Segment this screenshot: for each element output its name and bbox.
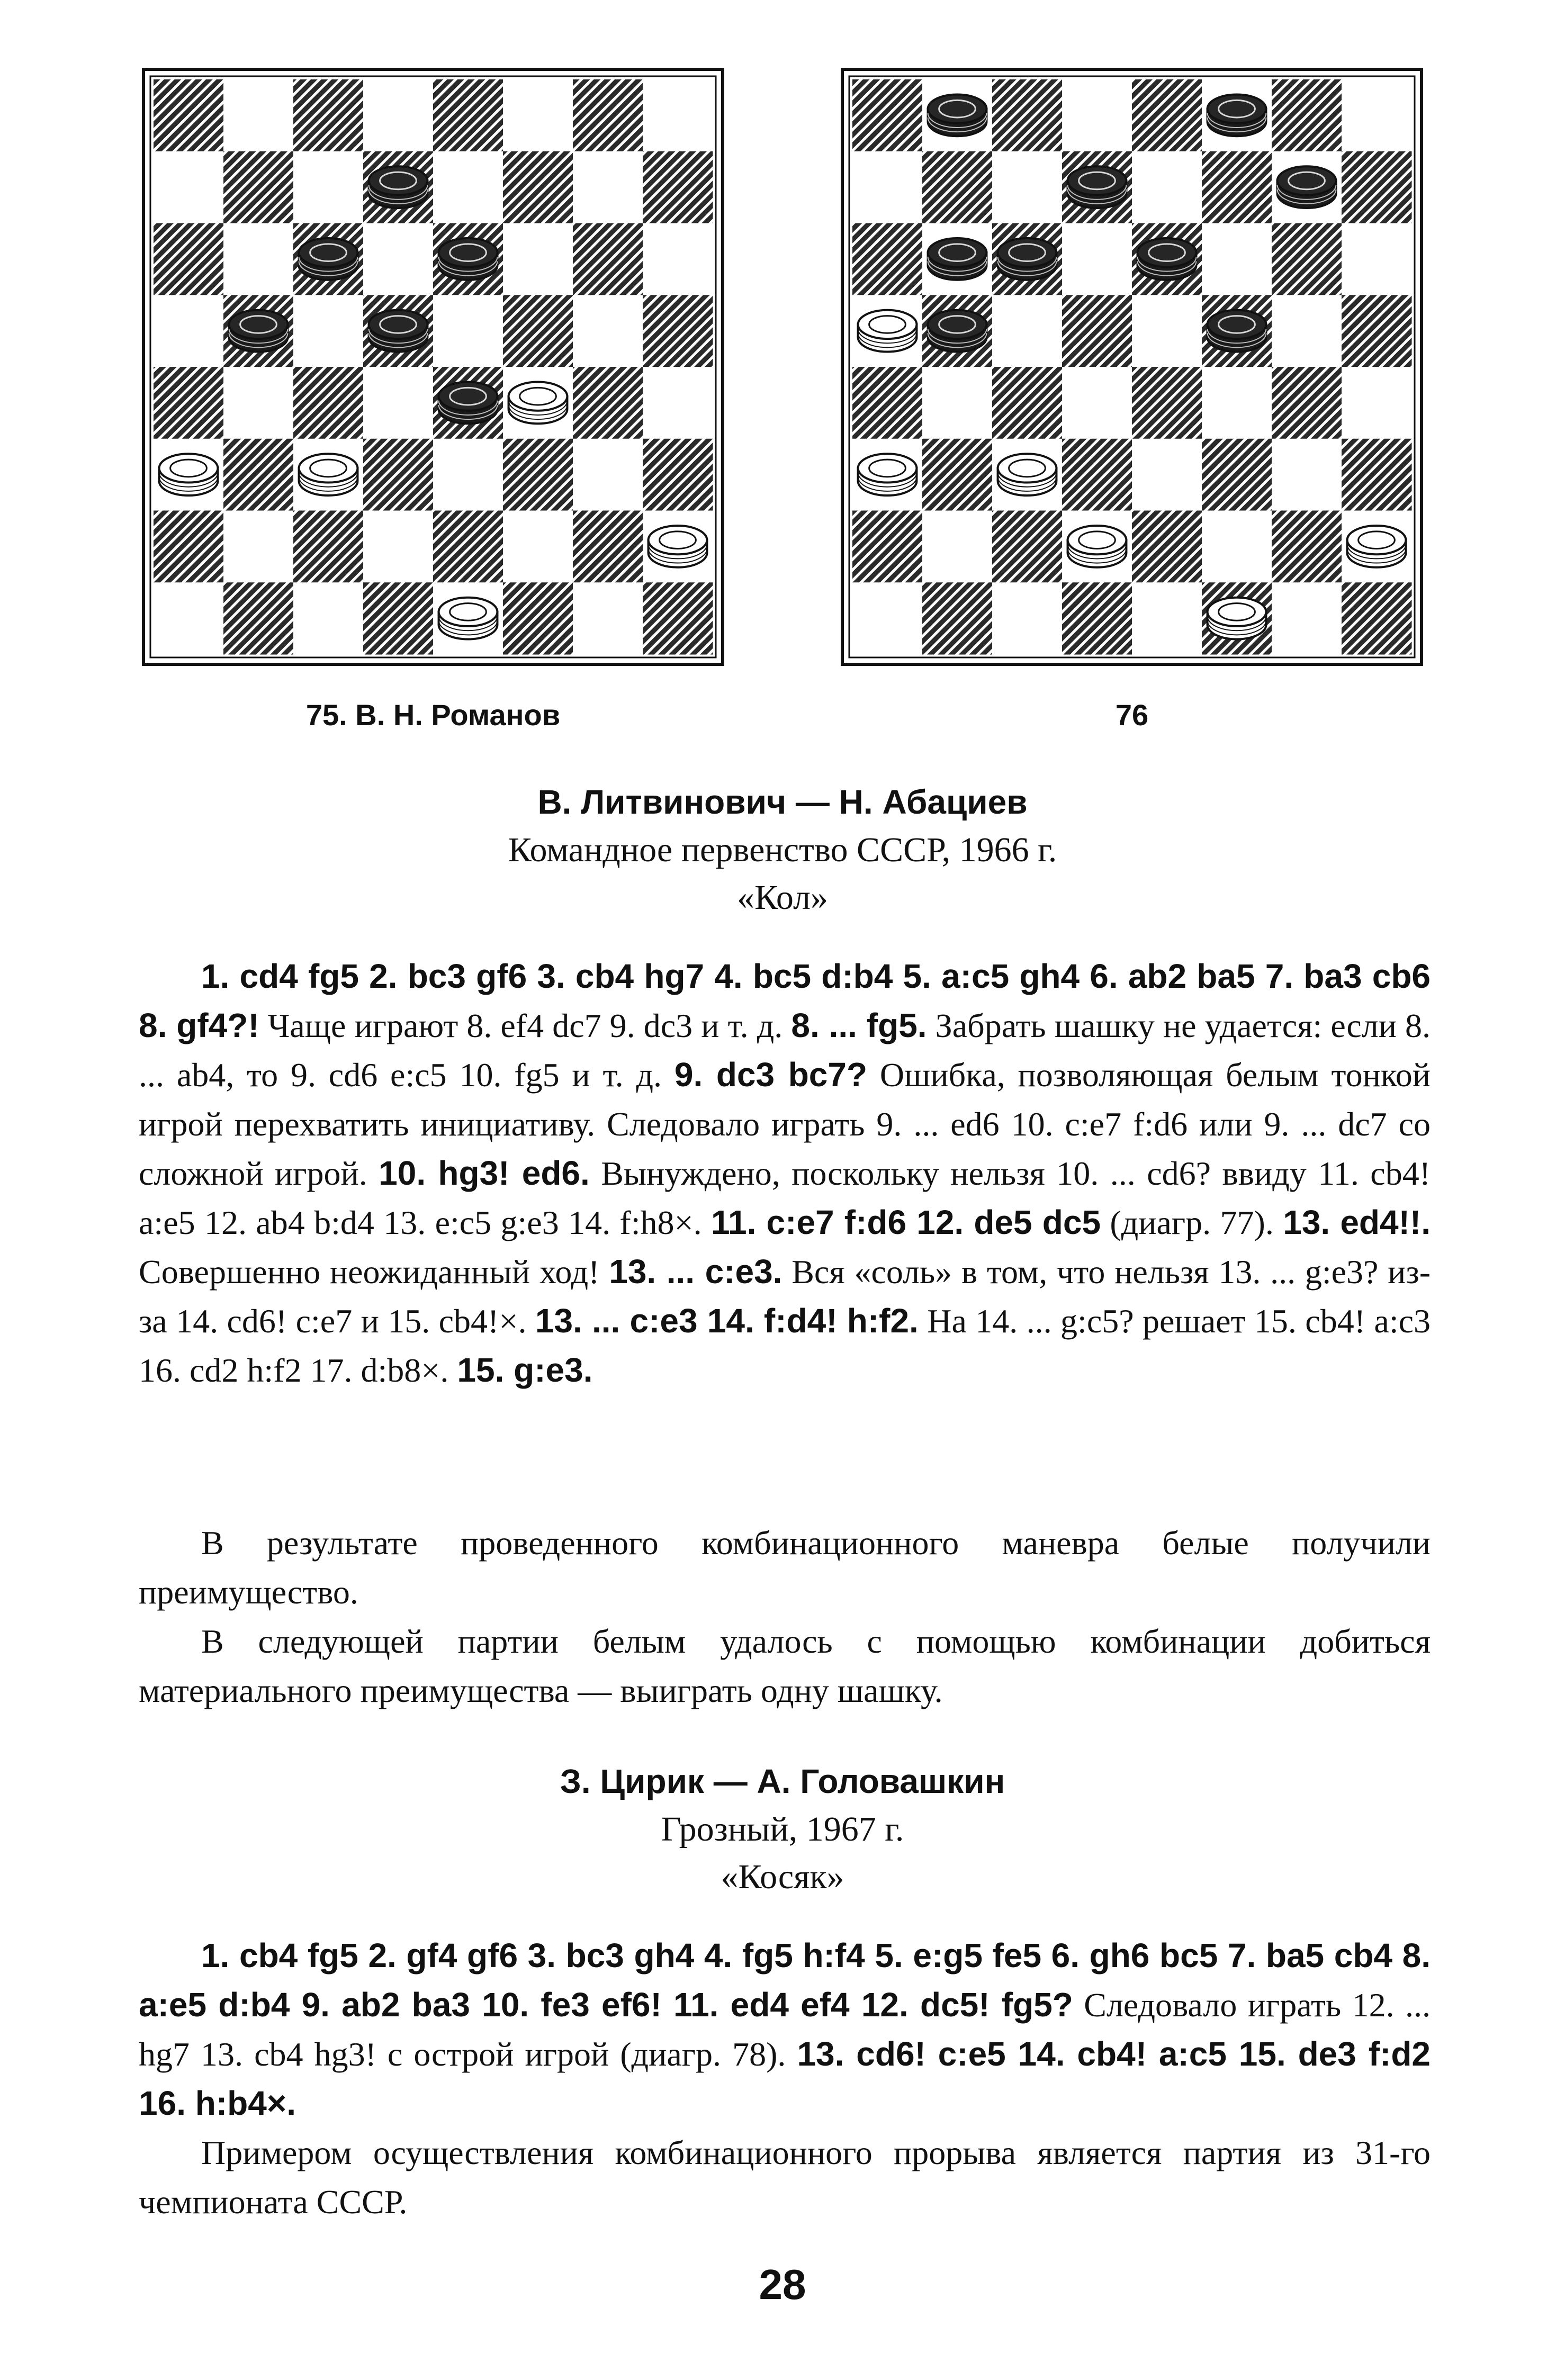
commentary-text: Вынуждено, поскольку нельзя 10. ... cd6? ввиду 11. cb4! a:e5 12. ab4 b:d4 13. e:c5 g:e3 14. f:h8×. <box>139 1155 1431 1241</box>
light-square <box>293 295 364 367</box>
dark-square <box>1272 367 1342 439</box>
dark-square <box>643 151 713 223</box>
dark-square <box>223 151 294 223</box>
game2-opening: «Косяк» <box>721 1858 844 1896</box>
dark-square <box>433 511 503 583</box>
light-square <box>293 151 364 223</box>
light-square <box>1062 367 1132 439</box>
white-checker <box>1068 526 1127 567</box>
dark-square <box>1342 439 1412 511</box>
black-checker <box>1138 238 1197 280</box>
game1-transition-paragraph: В следующей партии белым удалось с помощью комбинации добиться материального преимущества — выиграть одну шашку. <box>139 1622 1431 1709</box>
dark-square <box>992 511 1063 583</box>
black-checker <box>928 310 987 352</box>
white-checker <box>1347 526 1406 567</box>
black-checker <box>928 238 987 280</box>
game2-title: З. Цирик — А. Головашкин <box>560 1762 1005 1800</box>
move-notation: 1. cd4 fg5 2. bc3 gf6 3. cb4 hg7 4. bc5 d:b4 5. a:c5 gh4 6. ab2 ba5 7. ba3 cb6 8. gf4?! <box>139 957 1431 1044</box>
light-square <box>922 367 993 439</box>
dark-square <box>573 367 643 439</box>
light-square <box>573 439 643 511</box>
dark-square <box>154 223 224 295</box>
black-checker <box>299 238 358 280</box>
white-checker <box>299 454 358 495</box>
light-square <box>154 582 224 654</box>
light-square <box>643 79 713 151</box>
light-square <box>1202 511 1272 583</box>
black-checker <box>439 382 498 424</box>
commentary-text: Ошибка, позволяющая белым тонкой игрой перехватить инициативу. Следовало играть 9. ... ed6 10. c:e7 f:d6 или 9. ... dc7 со сложной игрой. <box>139 1056 1431 1192</box>
white-checker <box>1208 598 1266 639</box>
commentary-text: На 14. ... g:c5? решает 15. cb4! a:c3 16. cd2 h:f2 17. d:b8×. <box>139 1302 1431 1389</box>
white-checker <box>509 382 568 424</box>
move-notation: 9. dc3 bc7? <box>674 1056 868 1094</box>
light-square <box>1062 223 1132 295</box>
light-square <box>223 367 294 439</box>
dark-square <box>643 582 713 654</box>
white-checker <box>439 598 498 639</box>
light-square <box>573 151 643 223</box>
light-square <box>154 151 224 223</box>
dark-square <box>503 151 573 223</box>
move-notation: 11. c:e7 f:d6 12. de5 dc5 <box>710 1203 1101 1241</box>
dark-square <box>922 439 993 511</box>
game1-summary-paragraph: В результате проведенного комбинационного маневра белые получили преимущество. <box>139 1524 1431 1611</box>
light-square <box>852 151 923 223</box>
light-square <box>1132 582 1202 654</box>
dark-square <box>1062 439 1132 511</box>
dark-square <box>1132 511 1202 583</box>
dark-square <box>922 582 993 654</box>
light-square <box>363 367 434 439</box>
light-square <box>363 511 434 583</box>
light-square <box>433 151 503 223</box>
diagram-76-board <box>841 68 1423 666</box>
game1-event: Командное первенство СССР, 1966 г. <box>508 831 1057 869</box>
light-square <box>503 223 573 295</box>
game1-moves-paragraph <box>139 952 1431 1395</box>
dark-square <box>922 151 993 223</box>
light-square <box>1272 295 1342 367</box>
light-square <box>503 511 573 583</box>
white-checker <box>649 526 707 567</box>
black-checker <box>229 310 288 352</box>
dark-square <box>852 367 923 439</box>
light-square <box>433 295 503 367</box>
game1-title: В. Литвинович — Н. Абациев <box>537 783 1028 821</box>
game2-summary-paragraph: Примером осуществления комбинационного прорыва является партия из 31-го чемпионата СССР. <box>139 2134 1431 2221</box>
light-square <box>992 151 1063 223</box>
light-square <box>992 295 1063 367</box>
dark-square <box>852 79 923 151</box>
light-square <box>223 79 294 151</box>
commentary-text: Совершенно неожиданный ход! <box>139 1253 609 1291</box>
move-notation: 13. ... c:e3 14. f:d4! h:f2. <box>535 1302 919 1340</box>
dark-square <box>154 511 224 583</box>
dark-square <box>433 79 503 151</box>
light-square <box>1272 582 1342 654</box>
white-checker <box>159 454 218 495</box>
commentary-text: Забрать шашку не удается: если 8. ... ab4, то 9. cd6 e:c5 10. fg5 и т. д. <box>139 1007 1431 1094</box>
move-notation: 13. ... c:e3. <box>609 1252 782 1291</box>
black-checker <box>369 310 428 352</box>
move-notation: 15. g:e3. <box>457 1351 593 1389</box>
move-notation: 13. cd6! c:e5 14. cb4! a:c5 15. de3 f:d2 16. h:b4×. <box>139 2035 1431 2122</box>
light-square <box>1202 223 1272 295</box>
dark-square <box>503 582 573 654</box>
dark-square <box>503 295 573 367</box>
light-square <box>293 582 364 654</box>
move-notation: 8. ... fg5. <box>791 1006 927 1044</box>
dark-square <box>643 295 713 367</box>
game2-event: Грозный, 1967 г. <box>661 1810 904 1849</box>
black-checker <box>928 95 987 137</box>
diagram-75-caption: 75. В. Н. Романов <box>305 698 561 732</box>
light-square <box>1132 295 1202 367</box>
light-square <box>573 582 643 654</box>
light-square <box>852 582 923 654</box>
dark-square <box>1272 223 1342 295</box>
dark-square <box>852 223 923 295</box>
dark-square <box>1272 511 1342 583</box>
diagram-76-caption: 76 <box>1115 698 1149 732</box>
light-square <box>223 223 294 295</box>
light-square <box>1342 79 1412 151</box>
game1-opening: «Кол» <box>737 878 828 917</box>
dark-square <box>573 223 643 295</box>
dark-square <box>154 367 224 439</box>
light-square <box>922 511 993 583</box>
white-checker <box>858 454 917 495</box>
light-square <box>1342 367 1412 439</box>
light-square <box>363 223 434 295</box>
commentary-text: Вся «соль» в том, что нельзя 13. ... g:e3? из-за 14. cd6! c:e7 и 15. cb4!×. <box>139 1253 1431 1340</box>
black-checker <box>998 238 1057 280</box>
diagram-75-board <box>142 68 724 666</box>
move-notation: 13. ed4!!. <box>1283 1203 1431 1241</box>
dark-square <box>1342 582 1412 654</box>
dark-square <box>293 511 364 583</box>
light-square <box>992 582 1063 654</box>
commentary-text: Чаще играют 8. ef4 dc7 9. dc3 и т. д. <box>259 1007 792 1044</box>
light-square <box>1272 439 1342 511</box>
black-checker <box>1208 310 1266 352</box>
dark-square <box>154 79 224 151</box>
dark-square <box>1272 79 1342 151</box>
game2-moves-paragraph <box>139 1931 1431 2128</box>
dark-square <box>223 582 294 654</box>
dark-square <box>1062 295 1132 367</box>
light-square <box>573 295 643 367</box>
light-square <box>643 367 713 439</box>
dark-square <box>293 79 364 151</box>
light-square <box>154 295 224 367</box>
light-square <box>1202 367 1272 439</box>
page-number: 28 <box>759 2261 806 2308</box>
dark-square <box>363 582 434 654</box>
move-notation: 1. cb4 fg5 2. gf4 gf6 3. bc3 gh4 4. fg5 h:f4 5. e:g5 fe5 6. gh6 bc5 7. ba5 cb4 8. a:e5 d:b4 9. ab2 ba3 10. fe3 ef6! 11. ed4 ef4 12. dc5! fg5? <box>139 1936 1431 2024</box>
light-square <box>1342 223 1412 295</box>
dark-square <box>1202 439 1272 511</box>
dark-square <box>293 367 364 439</box>
dark-square <box>223 439 294 511</box>
white-checker <box>858 310 917 352</box>
commentary-text: Следовало играть 12. ... hg7 13. cb4 hg3! с острой игрой (диагр. 78). <box>139 1986 1431 2073</box>
white-checker <box>998 454 1057 495</box>
dark-square <box>1062 582 1132 654</box>
dark-square <box>573 79 643 151</box>
light-square <box>1132 151 1202 223</box>
move-notation: 10. hg3! ed6. <box>379 1154 590 1192</box>
dark-square <box>573 511 643 583</box>
dark-square <box>992 79 1063 151</box>
light-square <box>433 439 503 511</box>
light-square <box>223 511 294 583</box>
dark-square <box>1342 295 1412 367</box>
dark-square <box>1342 151 1412 223</box>
light-square <box>1132 439 1202 511</box>
light-square <box>363 79 434 151</box>
dark-square <box>503 439 573 511</box>
dark-square <box>363 439 434 511</box>
black-checker <box>439 238 498 280</box>
dark-square <box>1132 367 1202 439</box>
black-checker <box>1068 166 1127 208</box>
black-checker <box>369 166 428 208</box>
light-square <box>1062 79 1132 151</box>
dark-square <box>643 439 713 511</box>
light-square <box>643 223 713 295</box>
commentary-text: (диагр. 77). <box>1101 1204 1283 1241</box>
black-checker <box>1208 95 1266 137</box>
light-square <box>503 79 573 151</box>
dark-square <box>1202 151 1272 223</box>
dark-square <box>992 367 1063 439</box>
black-checker <box>1278 166 1336 208</box>
dark-square <box>852 511 923 583</box>
dark-square <box>1132 79 1202 151</box>
